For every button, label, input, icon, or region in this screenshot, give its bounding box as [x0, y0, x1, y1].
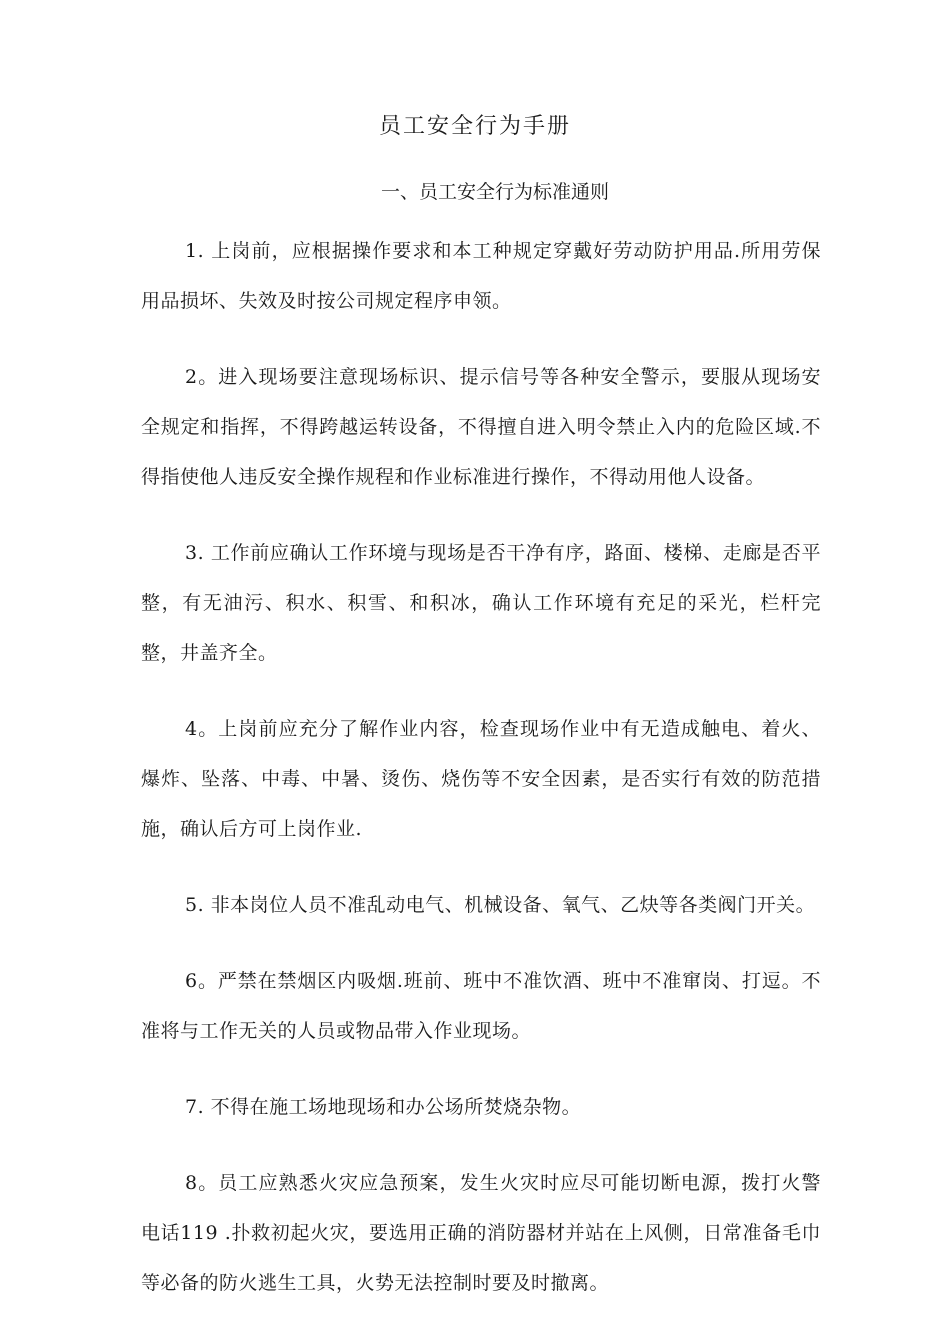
section-heading: 一、员工安全行为标准通则 — [380, 181, 609, 203]
paragraph-8: 8。员工应熟悉火灾应急预案，发生火灾时应尽可能切断电源，拨打火警电话119 .扑救初起火灾，要选用正确的消防器材并站在上风侧，日常准备毛巾等必备的防火逃生工具，火势无法控制时要及时撤离。 — [141, 1172, 821, 1294]
paragraph-5: 5. 非本岗位人员不准乱动电气、机械设备、氧气、乙炔等各类阀门开关。 — [185, 894, 816, 916]
document-body — [141, 226, 821, 1334]
paragraph-3: 3. 工作前应确认工作环境与现场是否干净有序，路面、楼梯、走廊是否平整，有无油污、积水、积雪、和积冰，确认工作环境有充足的采光，栏杆完整，井盖齐全。 — [141, 542, 821, 664]
paragraph-7: 7. 不得在施工场地现场和办公场所焚烧杂物。 — [185, 1096, 582, 1118]
paragraph-6: 6。严禁在禁烟区内吸烟.班前、班中不准饮酒、班中不准窜岗、打逗。不准将与工作无关的人员或物品带入作业现场。 — [141, 970, 821, 1042]
paragraph-2: 2。进入现场要注意现场标识、提示信号等各种安全警示，要服从现场安全规定和指挥，不得跨越运转设备，不得擅自进入明令禁止入内的危险区域.不得指使他人违反安全操作规程和作业标准进行操作，不得动用他人设备。 — [141, 366, 821, 488]
paragraph-1: 1. 上岗前，应根据操作要求和本工种规定穿戴好劳动防护用品.所用劳保用品损坏、失效及时按公司规定程序申领。 — [141, 240, 821, 312]
document-title: 员工安全行为手册 — [378, 114, 571, 139]
paragraph-4: 4。上岗前应充分了解作业内容，检查现场作业中有无造成触电、着火、爆炸、坠落、中毒、中暑、烫伤、烧伤等不安全因素，是否实行有效的防范措施，确认后方可上岗作业. — [141, 718, 821, 840]
